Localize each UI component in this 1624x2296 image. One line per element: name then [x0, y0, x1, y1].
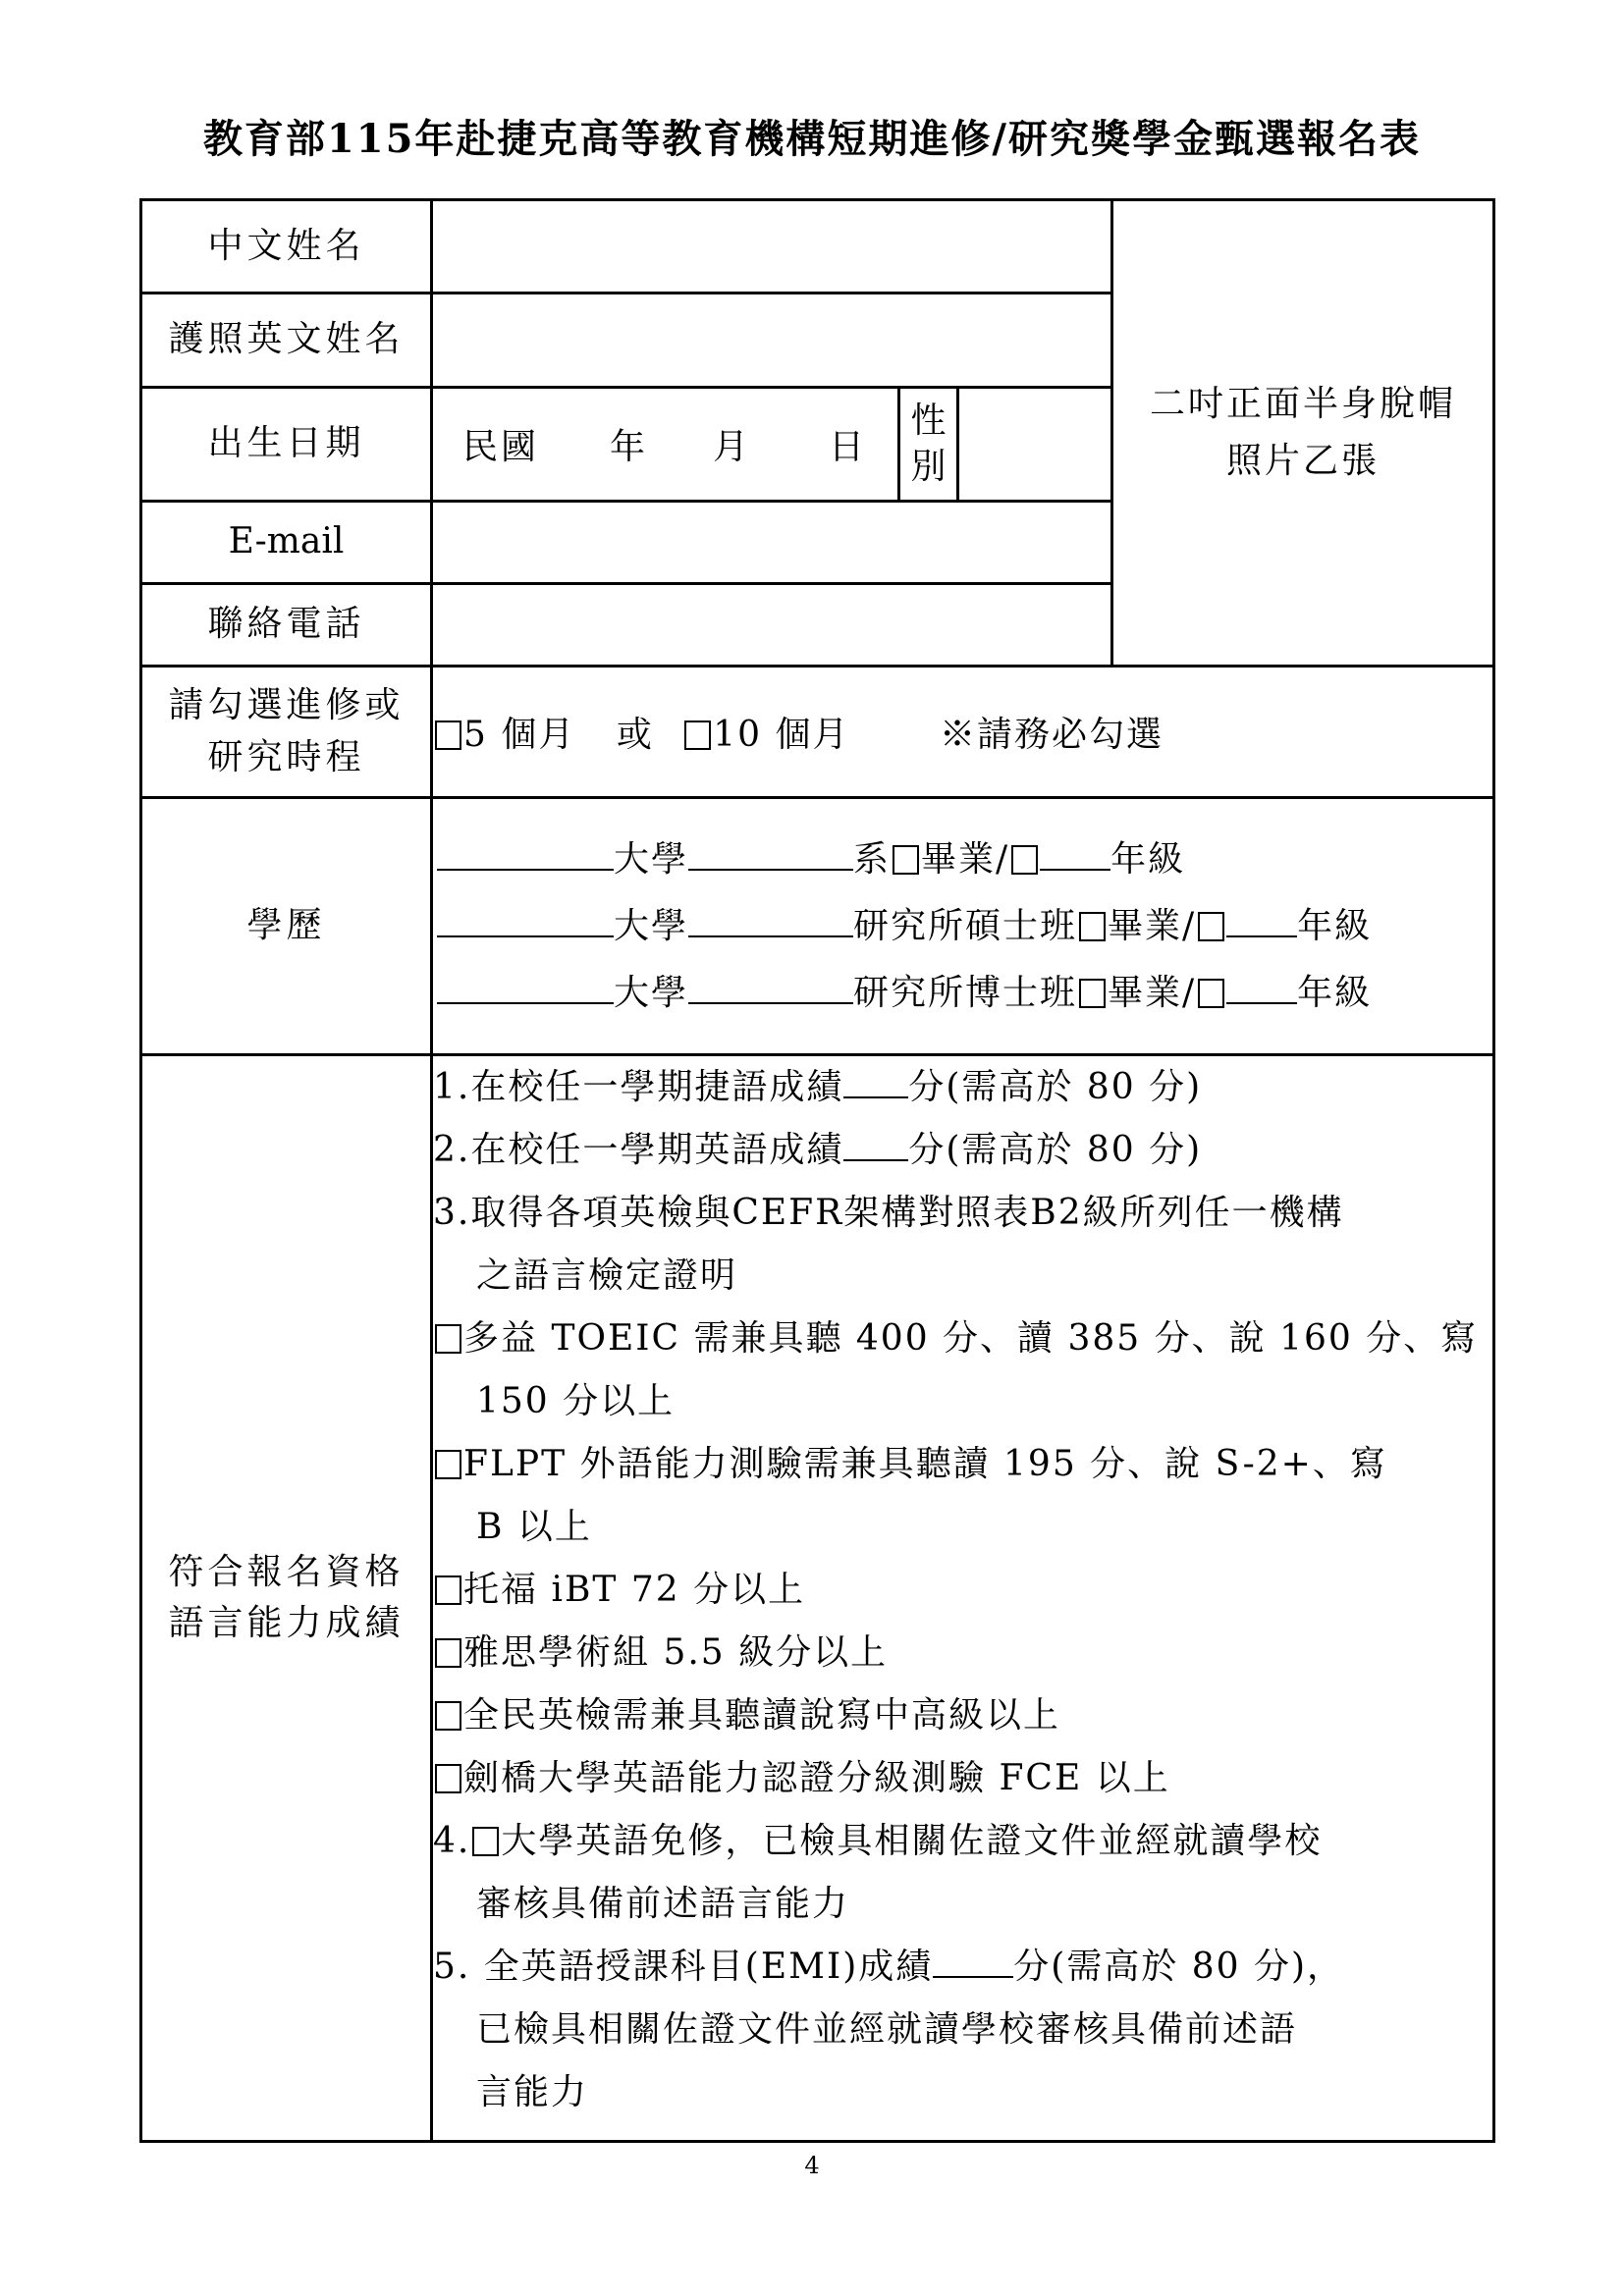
university-label: 大學 [614, 905, 689, 946]
criterion-english-waiver-cont: 審核具備前述語言能力 [476, 1884, 850, 1924]
required-note: ※請務必勾選 [940, 715, 1164, 755]
grade-blank[interactable] [1226, 934, 1297, 937]
phone-field[interactable] [432, 584, 1112, 667]
application-form-table [139, 198, 1495, 2143]
graduated-checkbox[interactable] [1079, 979, 1106, 1008]
checkbox-10-months[interactable] [684, 721, 711, 750]
passport-name-field[interactable] [432, 294, 1112, 388]
grade-label: 年級 [1297, 972, 1373, 1013]
department-blank[interactable] [688, 934, 853, 937]
gept-checkbox[interactable] [435, 1701, 461, 1731]
emi-text: 5. 全英語授課科目(EMI)成績 [433, 1947, 934, 1987]
option-cambridge [433, 1747, 1492, 1810]
criterion-cefr-cont: 之語言檢定證明 [476, 1255, 738, 1296]
department-label: 系 [853, 838, 892, 880]
waiver-checkbox[interactable] [472, 1827, 499, 1856]
ielts-checkbox[interactable] [435, 1638, 461, 1668]
university-blank[interactable] [437, 934, 614, 937]
grade-label: 年級 [1110, 838, 1186, 880]
criterion-english-req: 分(需高於 80 分) [908, 1130, 1203, 1170]
criterion-emi [433, 1936, 1492, 1999]
criterion-czech-score [433, 1056, 1492, 1119]
option-gept [433, 1684, 1492, 1747]
option-or: 或 [616, 715, 654, 755]
education-field [432, 798, 1494, 1055]
flpt-text: FLPT 外語能力測驗需兼具聽讀 195 分、說 S-2+、寫 [463, 1444, 1387, 1484]
label-study-period [141, 667, 432, 798]
criterion-english-text: 2.在校任一學期英語成績 [433, 1130, 844, 1170]
department-blank[interactable] [688, 1001, 853, 1004]
graduated-label: 畢業/ [1108, 905, 1197, 946]
criterion-cefr: 3.取得各項英檢與CEFR架構對照表B2級所列任一機構 [433, 1193, 1344, 1233]
option-flpt-cont: B 以上 [476, 1507, 592, 1547]
email-field[interactable] [432, 502, 1112, 584]
emi-score-blank[interactable] [933, 1975, 1013, 1978]
graduated-checkbox[interactable] [1079, 912, 1106, 941]
ielts-text: 雅思學術組 5.5 級分以上 [463, 1632, 889, 1673]
sex-char-2: 別 [910, 446, 947, 487]
language-label-line1: 符合報名資格 [168, 1551, 405, 1592]
department-blank[interactable] [688, 868, 853, 871]
toeic-text: 多益 TOEIC 需兼具聽 400 分、讀 385 分、說 160 分、寫 [463, 1318, 1479, 1359]
option-10-months: 10 個月 [713, 715, 850, 755]
birth-month-label: 月 [713, 427, 752, 467]
university-label: 大學 [614, 838, 689, 880]
label-sex [899, 388, 958, 502]
cambridge-text: 劍橋大學英語能力認證分級測驗 FCE 以上 [463, 1758, 1170, 1798]
phd-program-label: 研究所博士班 [853, 972, 1078, 1013]
birth-year-label: 年 [610, 427, 649, 467]
toefl-checkbox[interactable] [435, 1575, 461, 1605]
checkbox-5-months[interactable] [435, 721, 461, 750]
study-period-label-line1: 請勾選進修或 [168, 685, 405, 726]
form-title: 教育部115年赴捷克高等教育機構短期進修/研究獎學金甄選報名表 [202, 116, 1422, 162]
photo-text-line1: 二吋正面半身脫帽 [1149, 384, 1456, 425]
criterion-emi-cont: 已檢具相關佐證文件並經就讀學校審核具備前述語 [476, 2009, 1298, 2050]
study-period-options [432, 667, 1494, 798]
birth-date-field[interactable] [432, 388, 899, 502]
criterion-czech-text: 1.在校任一學期捷語成績 [433, 1067, 844, 1107]
grade-checkbox[interactable] [1198, 979, 1224, 1008]
option-5-months: 5 個月 [463, 715, 576, 755]
czech-score-blank[interactable] [843, 1095, 908, 1098]
education-bachelor-line [433, 827, 1492, 893]
toefl-text: 托福 iBT 72 分以上 [463, 1570, 806, 1610]
language-label-line2: 語言能力成績 [168, 1603, 405, 1643]
criterion-czech-req: 分(需高於 80 分) [908, 1067, 1203, 1107]
graduated-label: 畢業/ [921, 838, 1010, 880]
photo-area [1112, 200, 1494, 667]
sex-char-1: 性 [910, 400, 947, 441]
label-birth-date: 出生日期 [141, 388, 432, 502]
english-score-blank[interactable] [843, 1158, 908, 1161]
university-blank[interactable] [437, 868, 614, 871]
criterion-emi-cont2: 言能力 [476, 2072, 589, 2112]
option-toeic [433, 1308, 1492, 1370]
waiver-number: 4. [433, 1821, 471, 1861]
university-label: 大學 [614, 972, 689, 1013]
grade-label: 年級 [1297, 905, 1373, 946]
criterion-english-score [433, 1119, 1492, 1182]
education-phd-line [433, 960, 1492, 1027]
flpt-checkbox[interactable] [435, 1450, 461, 1479]
birth-day-label: 日 [829, 427, 868, 467]
label-email: E-mail [141, 502, 432, 584]
option-ielts [433, 1622, 1492, 1684]
grade-blank[interactable] [1226, 1001, 1297, 1004]
photo-text-line2: 照片乙張 [1225, 441, 1380, 481]
master-program-label: 研究所碩士班 [853, 905, 1078, 946]
graduated-checkbox[interactable] [893, 845, 919, 875]
label-phone: 聯絡電話 [141, 584, 432, 667]
emi-req: 分(需高於 80 分)， [1013, 1947, 1345, 1987]
option-toefl [433, 1559, 1492, 1622]
option-flpt [433, 1433, 1492, 1496]
chinese-name-field[interactable] [432, 200, 1112, 294]
graduated-label: 畢業/ [1108, 972, 1197, 1013]
education-master-line [433, 893, 1492, 960]
grade-checkbox[interactable] [1198, 912, 1224, 941]
university-blank[interactable] [437, 1001, 614, 1004]
label-education: 學歷 [141, 798, 432, 1055]
language-criteria [432, 1055, 1494, 2142]
label-passport-name: 護照英文姓名 [141, 294, 432, 388]
criterion-english-waiver [433, 1810, 1492, 1873]
page-number: 4 [804, 2152, 820, 2179]
sex-field[interactable] [958, 388, 1112, 502]
birth-era: 民國 [462, 427, 540, 467]
toeic-checkbox[interactable] [435, 1324, 461, 1354]
study-period-label-line2: 研究時程 [207, 736, 365, 777]
grade-checkbox[interactable] [1011, 845, 1038, 875]
grade-blank[interactable] [1040, 868, 1110, 871]
cambridge-checkbox[interactable] [435, 1764, 461, 1793]
label-chinese-name: 中文姓名 [141, 200, 432, 294]
waiver-text: 大學英語免修，已檢具相關佐證文件並經就讀學校 [501, 1821, 1323, 1861]
option-toeic-cont: 150 分以上 [476, 1381, 676, 1421]
gept-text: 全民英檢需兼具聽讀說寫中高級以上 [463, 1695, 1061, 1735]
label-language-ability [141, 1055, 432, 2142]
